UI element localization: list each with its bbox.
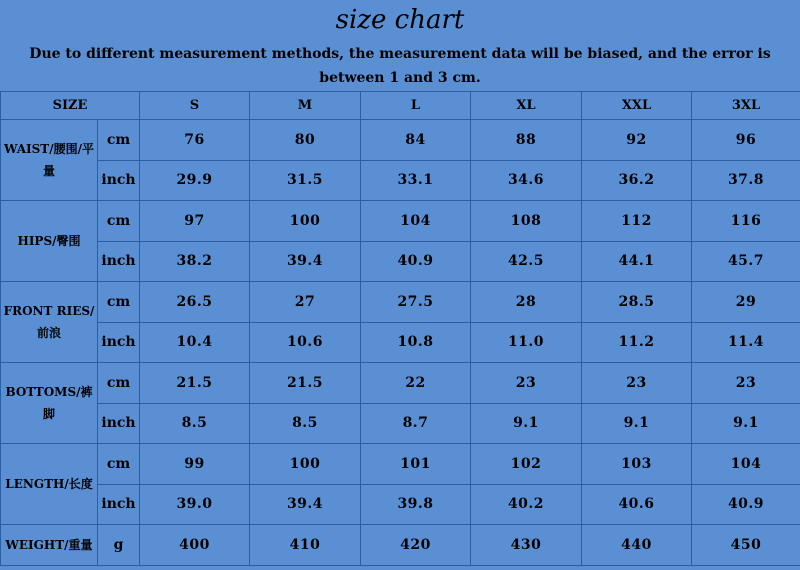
unit-cell: inch [98, 160, 140, 201]
value-cell: 11.4 [692, 322, 800, 363]
value-cell: 84 [361, 120, 471, 161]
value-cell: 430 [471, 525, 582, 566]
value-cell: 11.2 [582, 322, 692, 363]
value-cell: 100 [250, 201, 361, 242]
unit-cell: cm [98, 282, 140, 323]
value-cell: 39.0 [140, 484, 250, 525]
value-cell: 33.1 [361, 160, 471, 201]
size-header-3xl: 3XL [692, 92, 800, 120]
value-cell: 28 [471, 282, 582, 323]
size-header-s: S [140, 92, 250, 120]
measurement-label: WEIGHT/重量 [1, 525, 98, 566]
unit-cell: inch [98, 322, 140, 363]
value-cell: 9.1 [582, 403, 692, 444]
size-header-m: M [250, 92, 361, 120]
value-cell: 103 [582, 444, 692, 485]
value-cell: 21.5 [250, 363, 361, 404]
value-cell: 440 [582, 525, 692, 566]
size-header-label: SIZE [1, 92, 140, 120]
value-cell: 40.9 [692, 484, 800, 525]
value-cell: 116 [692, 201, 800, 242]
value-cell: 410 [250, 525, 361, 566]
table-row [1, 241, 800, 282]
value-cell: 96 [692, 120, 800, 161]
value-cell: 108 [471, 201, 582, 242]
value-cell: 8.7 [361, 403, 471, 444]
table-row [1, 363, 800, 404]
value-cell: 100 [250, 444, 361, 485]
unit-cell: cm [98, 120, 140, 161]
measurement-label: WAIST/腰围/平量 [1, 120, 98, 201]
header-row [1, 92, 800, 120]
value-cell: 31.5 [250, 160, 361, 201]
unit-cell: inch [98, 403, 140, 444]
value-cell: 42.5 [471, 241, 582, 282]
value-cell: 27.5 [361, 282, 471, 323]
value-cell: 400 [140, 525, 250, 566]
table-row [1, 525, 800, 566]
table-row [1, 444, 800, 485]
value-cell: 29.9 [140, 160, 250, 201]
value-cell: 104 [361, 201, 471, 242]
value-cell: 26.5 [140, 282, 250, 323]
size-table [0, 91, 800, 566]
measurement-label: HIPS/臀围 [1, 201, 98, 282]
table-row [1, 484, 800, 525]
table-row [1, 201, 800, 242]
measurement-note: Due to different measurement methods, the measurement data will be biased, and the error is between 1 and 3 cm. [29, 46, 771, 86]
value-cell: 102 [471, 444, 582, 485]
value-cell: 23 [582, 363, 692, 404]
value-cell: 97 [140, 201, 250, 242]
value-cell: 40.6 [582, 484, 692, 525]
value-cell: 8.5 [140, 403, 250, 444]
value-cell: 450 [692, 525, 800, 566]
value-cell: 34.6 [471, 160, 582, 201]
size-header-xxl: XXL [582, 92, 692, 120]
value-cell: 80 [250, 120, 361, 161]
value-cell: 92 [582, 120, 692, 161]
value-cell: 11.0 [471, 322, 582, 363]
unit-cell: g [98, 525, 140, 566]
table-row [1, 282, 800, 323]
value-cell: 21.5 [140, 363, 250, 404]
value-cell: 45.7 [692, 241, 800, 282]
value-cell: 28.5 [582, 282, 692, 323]
value-cell: 36.2 [582, 160, 692, 201]
value-cell: 39.4 [250, 241, 361, 282]
unit-cell: cm [98, 201, 140, 242]
value-cell: 101 [361, 444, 471, 485]
measurement-label: LENGTH/长度 [1, 444, 98, 525]
value-cell: 9.1 [692, 403, 800, 444]
measurement-label: FRONT RIES/前浪 [1, 282, 98, 363]
value-cell: 23 [692, 363, 800, 404]
table-row [1, 160, 800, 201]
value-cell: 40.2 [471, 484, 582, 525]
unit-cell: inch [98, 241, 140, 282]
value-cell: 37.8 [692, 160, 800, 201]
value-cell: 76 [140, 120, 250, 161]
size-header-xl: XL [471, 92, 582, 120]
value-cell: 40.9 [361, 241, 471, 282]
table-row [1, 403, 800, 444]
table-row [1, 322, 800, 363]
value-cell: 9.1 [471, 403, 582, 444]
unit-cell: cm [98, 444, 140, 485]
value-cell: 39.4 [250, 484, 361, 525]
value-cell: 27 [250, 282, 361, 323]
value-cell: 420 [361, 525, 471, 566]
value-cell: 29 [692, 282, 800, 323]
value-cell: 104 [692, 444, 800, 485]
value-cell: 22 [361, 363, 471, 404]
value-cell: 99 [140, 444, 250, 485]
measurement-label: BOTTOMS/裤脚 [1, 363, 98, 444]
value-cell: 23 [471, 363, 582, 404]
value-cell: 39.8 [361, 484, 471, 525]
value-cell: 44.1 [582, 241, 692, 282]
unit-cell: cm [98, 363, 140, 404]
value-cell: 10.8 [361, 322, 471, 363]
size-header-l: L [361, 92, 471, 120]
value-cell: 112 [582, 201, 692, 242]
value-cell: 8.5 [250, 403, 361, 444]
unit-cell: inch [98, 484, 140, 525]
table-row [1, 120, 800, 161]
value-cell: 10.4 [140, 322, 250, 363]
value-cell: 88 [471, 120, 582, 161]
value-cell: 38.2 [140, 241, 250, 282]
page-title: size chart [335, 5, 465, 35]
value-cell: 10.6 [250, 322, 361, 363]
